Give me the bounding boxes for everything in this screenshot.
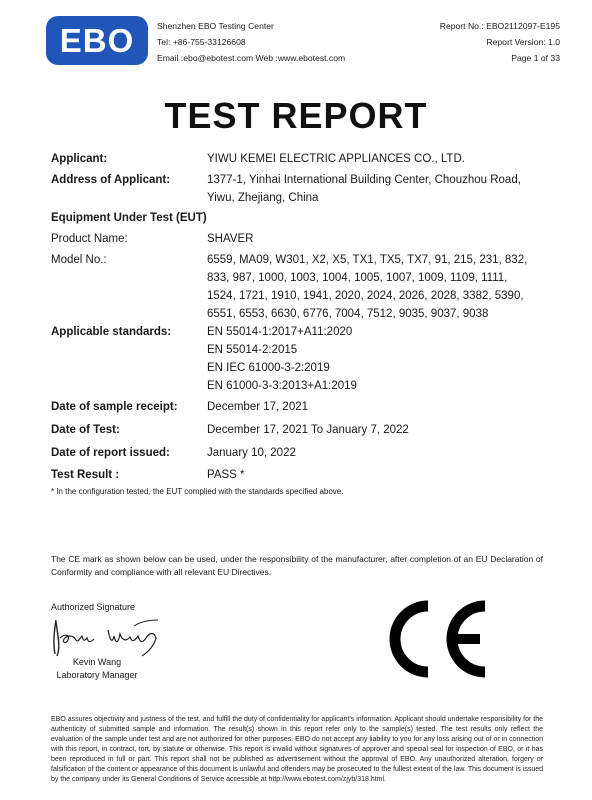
legal-disclaimer: EBO assures objectivity and justness of the test, and fulfill the duty of confidentiality for applicant's information. Applicant should undertake responsibility for the authenticity of submitted sample and information. The result(s) shown in this report refer only to the sample(s) tested. The test results only reflect the evaluation of the sample under test and are not authorized for other purposes. EBO do not accept any liability to you for any loss arising out of or in connection with this report, in contract, tort, by statute or otherwise. This report is invalid without signatures of approver and special seal for inspection of EBO, or it has been reproduced in full or part. This report shall not be published as advertisement without the approval of EBO. Any unauthorized alteration, forgery or falsification of the content or appearance of this document is unlawful and offenders may be prosecuted to the fullest extent of the law. This document is issued by the company under its General Conditions of Service accessible at http://www.ebotest.com/zjyb/318.html. (51, 716, 543, 783)
page-title: TEST REPORT (164, 95, 428, 136)
product-name-label: Product Name: (51, 233, 128, 245)
model-label: Model No.: (51, 254, 107, 266)
report-number: Report No.: EBO2112097-E195 (439, 21, 560, 31)
model-line: 833, 987, 1000, 1003, 1004, 1005, 1007, 1009, 1109, 1111, (207, 272, 508, 284)
address-label: Address of Applicant: (51, 174, 171, 186)
product-name-value: SHAVER (207, 233, 254, 245)
report-issued-label: Date of report issued: (51, 447, 170, 459)
model-line: 6559, MA09, W301, X2, X5, TX1, TX5, TX7, 91, 215, 231, 832, (207, 254, 528, 266)
signer-role: Laboratory Manager (56, 670, 138, 680)
authorized-signature-label: Authorized Signature (51, 602, 136, 612)
report-issued-value: January 10, 2022 (207, 447, 296, 459)
lab-email-web: Email :ebo@ebotest.com Web :www.ebotest.com (157, 53, 346, 63)
page-indicator: Page 1 of 33 (511, 53, 560, 63)
standard-item: EN 61000-3-3:2013+A1:2019 (207, 380, 357, 392)
standard-item: EN IEC 61000-3-2:2019 (207, 362, 330, 374)
test-result-value: PASS * (207, 469, 245, 481)
test-date-value: December 17, 2021 To January 7, 2022 (207, 424, 409, 436)
sample-receipt-label: Date of sample receipt: (51, 401, 178, 413)
standard-item: EN 55014-1:2017+A11:2020 (207, 326, 353, 338)
model-line: 6551, 6553, 6630, 6776, 7004, 7512, 9035, 9037, 9038 (207, 308, 489, 320)
result-footnote: * In the configuration tested, the EUT complied with the standards specified above. (51, 487, 344, 496)
report-version: Report Version: 1.0 (486, 37, 560, 47)
handwritten-signature (50, 612, 165, 660)
ce-mark-icon (378, 600, 490, 678)
lab-tel: Tel: +86-755-33126608 (157, 37, 246, 47)
model-line: 1524, 1721, 1910, 1941, 2020, 2024, 2026, 2028, 3382, 5390, (207, 290, 524, 302)
lab-name: Shenzhen EBO Testing Center (157, 21, 274, 31)
address-line-1: 1377-1, Yinhai International Building Center, Chouzhou Road, (207, 174, 521, 186)
eut-heading: Equipment Under Test (EUT) (51, 212, 207, 224)
standard-item: EN 55014-2:2015 (207, 344, 298, 356)
signer-name: Kevin Wang (72, 657, 122, 667)
address-line-2: Yiwu, Zhejiang, China (207, 192, 319, 204)
report-meta-block (440, 18, 560, 66)
ebo-logo: EBO (46, 16, 148, 65)
lab-contact-block (157, 18, 345, 66)
test-date-label: Date of Test: (51, 424, 120, 436)
applicant-label: Applicant: (51, 153, 108, 165)
ce-mark-statement: The CE mark as shown below can be used, under the responsibility of the manufacturer, after completion of an EU Declaration of Conformity and compliance with all relevant EU Directives. (51, 554, 543, 577)
applicant-value: YIWU KEMEI ELECTRIC APPLIANCES CO., LTD. (207, 153, 465, 165)
standards-label: Applicable standards: (51, 326, 172, 338)
signer-block (51, 656, 143, 682)
test-result-label: Test Result : (51, 469, 120, 481)
sample-receipt-value: December 17, 2021 (207, 401, 309, 413)
